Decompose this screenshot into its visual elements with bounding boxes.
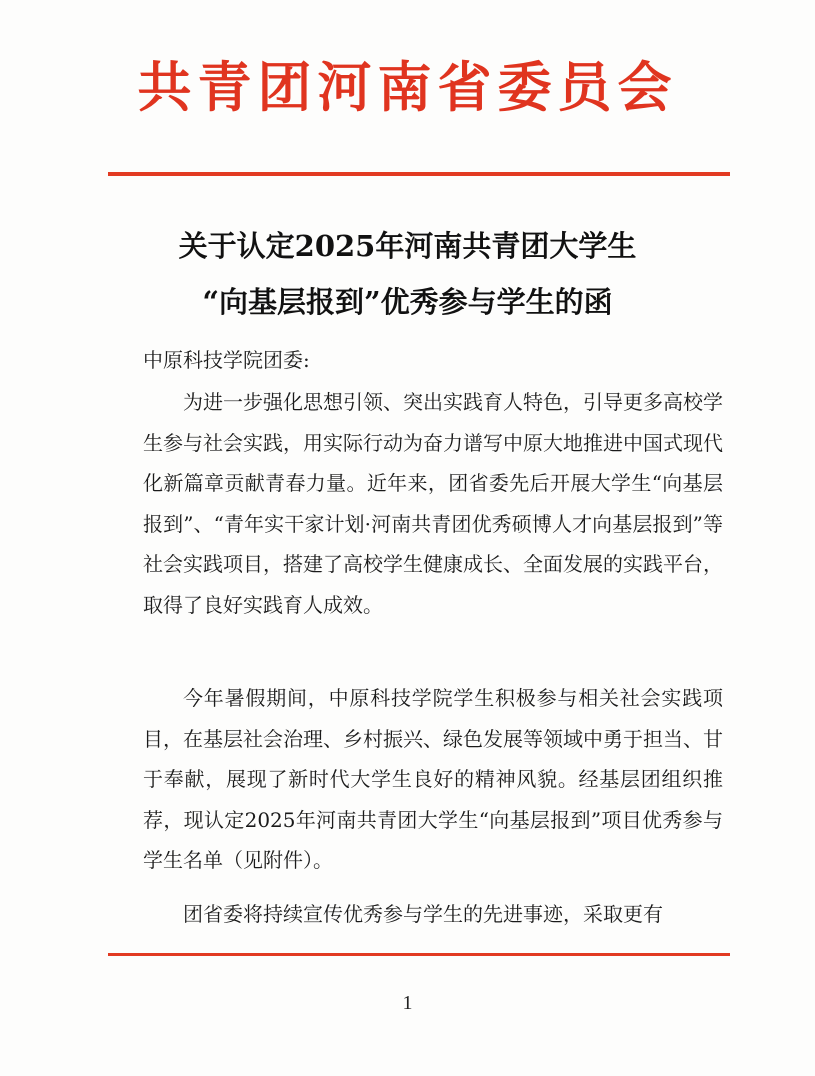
document-title-line-1: 关于认定2025年河南共青团大学生 (178, 229, 637, 263)
document-title-line-2: “向基层报到”优秀参与学生的函 (202, 285, 613, 319)
body-paragraph-2: 今年暑假期间，中原科技学院学生积极参与相关社会实践项目，在基层社会治理、乡村振兴、绿色发展等领域中勇于担当、甘于奉献，展现了新时代大学生良好的精神风貌。经基层团组织推荐，现认定2025年河南共青团大学生“向基层报到”项目优秀参与学生名单（见附件）。 (143, 686, 723, 872)
body-paragraph-1: 为进一步强化思想引领、突出实践育人特色，引导更多高校学生参与社会实践，用实际行动为奋力谱写中原大地推进中国式现代化新篇章贡献青春力量。近年来，团省委先后开展大学生“向基层报到”、“青年实干家计划·河南共青团优秀硕博人才向基层报到”等社会实践项目，搭建了高校学生健康成长、全面发展的实践平台，取得了良好实践育人成效。 (143, 390, 723, 617)
addressee: 中原科技学院团委: (143, 348, 310, 372)
letterhead-red-rule (108, 172, 730, 176)
page-number: 1 (402, 992, 413, 1014)
footer-red-rule (108, 953, 730, 956)
letterhead-title: 共青团河南省委员会 (137, 55, 678, 119)
body-paragraph-3: 团省委将持续宣传优秀参与学生的先进事迹，采取更有 (183, 902, 663, 926)
